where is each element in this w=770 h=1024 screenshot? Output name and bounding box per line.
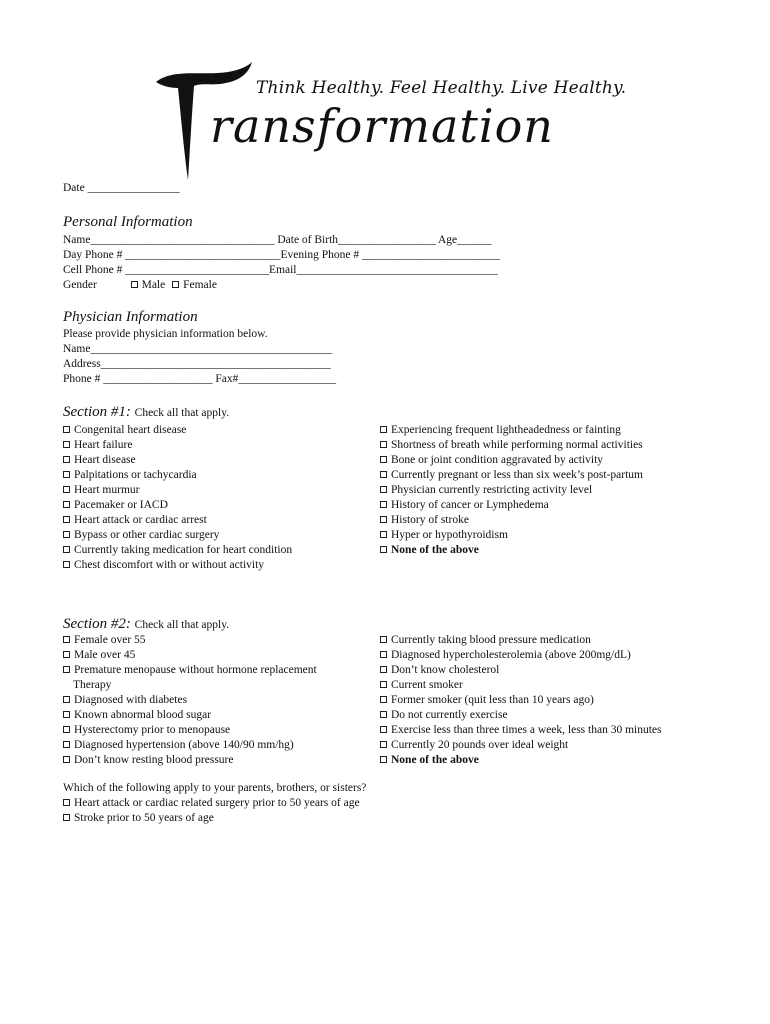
option-label: Bypass or other cardiac surgery	[74, 529, 220, 541]
option-label: Palpitations or tachycardia	[74, 469, 197, 481]
physician-info-heading: Physician Information	[63, 309, 198, 325]
physician-phone-fax-line[interactable]: Phone # ___________________ Fax#_________________	[63, 373, 337, 385]
checkbox[interactable]	[63, 516, 70, 523]
female-checkbox[interactable]	[172, 281, 179, 288]
checkbox[interactable]	[380, 711, 387, 718]
option-label: History of cancer or Lymphedema	[391, 499, 549, 511]
option-label: Known abnormal blood sugar	[74, 709, 212, 721]
checkbox[interactable]	[63, 426, 70, 433]
list-item[interactable]	[63, 723, 317, 738]
checkbox[interactable]	[380, 426, 387, 433]
option-label: Heart attack or cardiac arrest	[74, 514, 207, 526]
option-label: Heart attack or cardiac related surgery prior to 50 years of age	[74, 797, 360, 809]
option-label: Don’t know resting blood pressure	[74, 754, 234, 766]
checkbox[interactable]	[380, 456, 387, 463]
option-label: Exercise less than three times a week, less than 30 minutes	[391, 724, 662, 736]
checkbox[interactable]	[63, 711, 70, 718]
checkbox[interactable]	[63, 814, 70, 821]
option-label: Don’t know cholesterol	[391, 664, 500, 676]
section2-subtitle: Check all that apply.	[134, 619, 230, 631]
checkbox[interactable]	[380, 546, 387, 553]
family-history-block	[63, 781, 366, 826]
option-label: Currently 20 pounds over ideal weight	[391, 739, 569, 751]
option-label: None of the above	[391, 544, 479, 556]
checkbox[interactable]	[63, 501, 70, 508]
list-item[interactable]	[380, 753, 662, 768]
checkbox[interactable]	[380, 741, 387, 748]
option-label: Heart failure	[74, 439, 133, 451]
list-item[interactable]	[63, 693, 317, 708]
female-label: Female	[183, 279, 217, 291]
section1-subtitle: Check all that apply.	[134, 407, 230, 419]
checkbox[interactable]	[63, 696, 70, 703]
checkbox[interactable]	[63, 666, 70, 673]
checkbox[interactable]	[380, 696, 387, 703]
list-item[interactable]	[380, 738, 662, 753]
list-item[interactable]	[63, 453, 292, 468]
checkbox[interactable]	[63, 741, 70, 748]
checkbox[interactable]	[380, 441, 387, 448]
option-label: Male over 45	[74, 649, 136, 661]
personal-info-heading: Personal Information	[63, 214, 193, 230]
list-item[interactable]	[63, 796, 366, 811]
checkbox[interactable]	[63, 471, 70, 478]
list-item[interactable]	[63, 468, 292, 483]
list-item[interactable]	[63, 753, 317, 768]
list-item[interactable]	[63, 633, 317, 648]
list-item[interactable]	[63, 423, 292, 438]
option-label: Diagnosed hypercholesterolemia (above 200mg/dL)	[391, 649, 631, 661]
list-item[interactable]	[63, 528, 292, 543]
list-item[interactable]	[63, 483, 292, 498]
list-item[interactable]	[380, 438, 643, 453]
option-label: Currently taking blood pressure medication	[391, 634, 591, 646]
phone-line[interactable]: Day Phone # ___________________________Evening Phone # ________________________	[63, 249, 500, 261]
physician-name-line[interactable]: Name__________________________________________	[63, 343, 332, 355]
checkbox[interactable]	[63, 726, 70, 733]
list-item[interactable]	[380, 678, 662, 693]
brand-wordmark: ransformation	[210, 99, 554, 153]
gender-label: Gender	[63, 279, 97, 291]
list-item[interactable]	[380, 453, 643, 468]
option-label: Chest discomfort with or without activity	[74, 559, 265, 571]
option-label: Currently taking medication for heart condition	[74, 544, 293, 556]
list-item[interactable]	[380, 528, 643, 543]
list-item[interactable]	[380, 633, 662, 648]
checkbox[interactable]	[63, 531, 70, 538]
option-label: Female over 55	[74, 634, 146, 646]
gender-line	[63, 278, 500, 293]
section2-left-list	[63, 633, 317, 768]
option-label: Heart disease	[74, 454, 136, 466]
option-label: Congenital heart disease	[74, 424, 187, 436]
checkbox[interactable]	[380, 681, 387, 688]
list-item-continuation: Therapy	[73, 679, 112, 691]
option-label: Physician currently restricting activity level	[391, 484, 593, 496]
option-label: Do not currently exercise	[391, 709, 508, 721]
checkbox[interactable]	[63, 561, 70, 568]
physician-address-line[interactable]: Address________________________________________	[63, 358, 331, 370]
checkbox[interactable]	[63, 486, 70, 493]
option-label: Current smoker	[391, 679, 463, 691]
male-label: Male	[141, 279, 166, 291]
tagline: Think Healthy. Feel Healthy. Live Healthy.	[256, 78, 627, 98]
checkbox[interactable]	[380, 666, 387, 673]
checkbox[interactable]	[380, 651, 387, 658]
list-item[interactable]	[380, 723, 662, 738]
checkbox[interactable]	[380, 531, 387, 538]
list-item[interactable]	[380, 468, 643, 483]
list-item[interactable]	[380, 483, 643, 498]
option-label: Former smoker (quit less than 10 years ago)	[391, 694, 594, 706]
option-label: Pacemaker or IACD	[74, 499, 168, 511]
physician-instructions: Please provide physician information below.	[63, 328, 268, 340]
section2-right-list	[380, 633, 662, 768]
checkbox[interactable]	[63, 441, 70, 448]
section2-title: Section #2:	[63, 616, 131, 632]
checkbox[interactable]	[63, 799, 70, 806]
checkbox[interactable]	[63, 651, 70, 658]
list-item[interactable]	[380, 423, 643, 438]
list-item[interactable]	[63, 663, 317, 678]
section1-right-list	[380, 423, 643, 558]
option-label: History of stroke	[391, 514, 469, 526]
checkbox[interactable]	[380, 471, 387, 478]
list-item[interactable]	[63, 543, 292, 558]
option-label: Shortness of breath while performing normal activities	[391, 439, 643, 451]
checkbox[interactable]	[380, 756, 387, 763]
checkbox[interactable]	[63, 756, 70, 763]
list-item[interactable]	[380, 513, 643, 528]
list-item[interactable]	[380, 543, 643, 558]
option-label: Bone or joint condition aggravated by activity	[391, 454, 604, 466]
checkbox[interactable]	[380, 486, 387, 493]
option-label: Hysterectomy prior to menopause	[74, 724, 231, 736]
option-label: Hyper or hypothyroidism	[391, 529, 508, 541]
list-item[interactable]	[63, 558, 292, 573]
list-item[interactable]	[380, 693, 662, 708]
list-item[interactable]	[380, 648, 662, 663]
checkbox[interactable]	[380, 636, 387, 643]
list-item[interactable]	[63, 811, 366, 826]
option-label: None of the above	[391, 754, 479, 766]
list-item[interactable]	[63, 648, 317, 663]
date-field[interactable]: Date ________________	[63, 182, 180, 194]
checkbox[interactable]	[63, 546, 70, 553]
physician-info-block	[63, 327, 336, 387]
checkbox[interactable]	[63, 456, 70, 463]
section1-title: Section #1:	[63, 404, 131, 420]
option-label: Experiencing frequent lightheadedness or fainting	[391, 424, 621, 436]
personal-info-block	[63, 233, 500, 293]
list-item[interactable]	[63, 738, 317, 753]
checkbox[interactable]	[380, 516, 387, 523]
list-item[interactable]	[63, 513, 292, 528]
checkbox[interactable]	[380, 726, 387, 733]
checkbox[interactable]	[380, 501, 387, 508]
list-item[interactable]	[63, 498, 292, 513]
section1-left-list	[63, 423, 292, 573]
option-label: Heart murmur	[74, 484, 140, 496]
list-item[interactable]	[63, 438, 292, 453]
section1-heading	[63, 404, 229, 421]
option-label: Diagnosed with diabetes	[74, 694, 188, 706]
family-question: Which of the following apply to your parents, brothers, or sisters?	[63, 782, 367, 794]
option-label: Premature menopause without hormone replacement	[74, 664, 317, 676]
list-item[interactable]	[63, 708, 317, 723]
section2-heading	[63, 616, 229, 633]
male-checkbox[interactable]	[131, 281, 138, 288]
option-label: Stroke prior to 50 years of age	[74, 812, 214, 824]
list-item[interactable]	[380, 663, 662, 678]
option-label: Diagnosed hypertension (above 140/90 mm/hg)	[74, 739, 294, 751]
list-item[interactable]	[380, 498, 643, 513]
checkbox[interactable]	[63, 636, 70, 643]
cell-email-line[interactable]: Cell Phone # _________________________Email___________________________________	[63, 264, 498, 276]
list-item[interactable]	[380, 708, 662, 723]
name-dob-age-line[interactable]: Name________________________________ Date of Birth_________________ Age______	[63, 234, 492, 246]
option-label: Currently pregnant or less than six week’s post-partum	[391, 469, 643, 481]
